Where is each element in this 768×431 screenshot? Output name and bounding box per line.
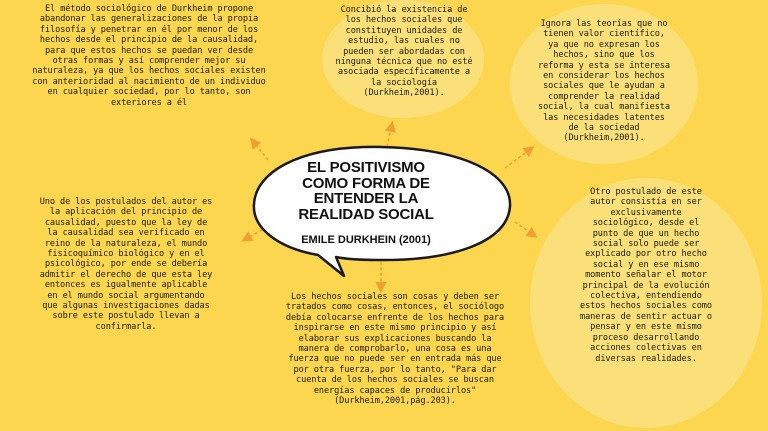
central-title: EL POSITIVISMO COMO FORMA DE ENTENDER LA REALIDAD SOCIAL <box>298 159 434 223</box>
node-top-middle: Concibió la existencia de los hechos sociales que constituyen unidades de estudio, las cuales no pueden ser abordadas con ninguna técnica que no esté asociada específicamente a la sociología (Durkheim,2001). <box>335 5 473 99</box>
node-middle-left: Uno de los postulados del autor es la aplicación del principio de causalidad, puesto que la ley de la causalidad sea verificado en reino de la naturaleza, el mundo fisicoquímico biológico y en el psicológico, por ende se debería admitir el derecho de que esta ley entonces es igualmente aplicable en el mundo social argumentando que algunas investigaciones dadas sobre este postulado llevan a confirmarla. <box>39 197 213 332</box>
node-bottom-middle: Los hechos sociales son cosas y deben ser tratados como cosas, entonces, el sociólogo debía colocarse enfrente de los hechos para inspirarse en este mismo principio y así elaborar sus explicaciones buscando la manera de comprobarlo, una cosa es una fuerza que no puede ser en entrada más que por otra fuerza, por lo tanto, "Para dar cuenta de los hechos sociales se buscan energías capaces de producirlos" (Durkheim,2001,pág.203). <box>285 292 505 407</box>
node-top-left: El método sociológico de Durkheim propone abandonar las generalizaciones de la propia filosofía y penetrar en él por menor de los hechos desde el principio de la causalidad, para que estos hechos se puedan ver desde otras formas y así comprender mejor su naturaleza, ya que los hechos sociales existen con anterioridad al nacimiento de un individuo en cualquier sociedad, por lo tanto, son exteriores a él <box>32 4 266 108</box>
node-right: Otro postulado de este autor consistía en ser exclusivamente sociológico, desde el punto de que un hecho social solo puede ser explicado por otro hecho social y en ese mismo momento señalar el motor principal de la evolución colectiva, entendiendo estos hechos sociales como maneras de sentir actuar o pensar y en este mismo proceso desarrollando acciones colectivas en diversas realidades. <box>580 187 712 364</box>
central-subtitle: EMILE DURKHEIN (2001) <box>301 234 431 246</box>
node-top-right: Ignora las teorías que no tienen valor científico, ya que no expresan los hechos, sino que los reforma y esta se interesa en considerar los hechos sociales que le ayudan a comprender la realidad social, la cual manifiesta las necesidades latentes de la sociedad (Durkheim,2001). <box>538 19 670 144</box>
